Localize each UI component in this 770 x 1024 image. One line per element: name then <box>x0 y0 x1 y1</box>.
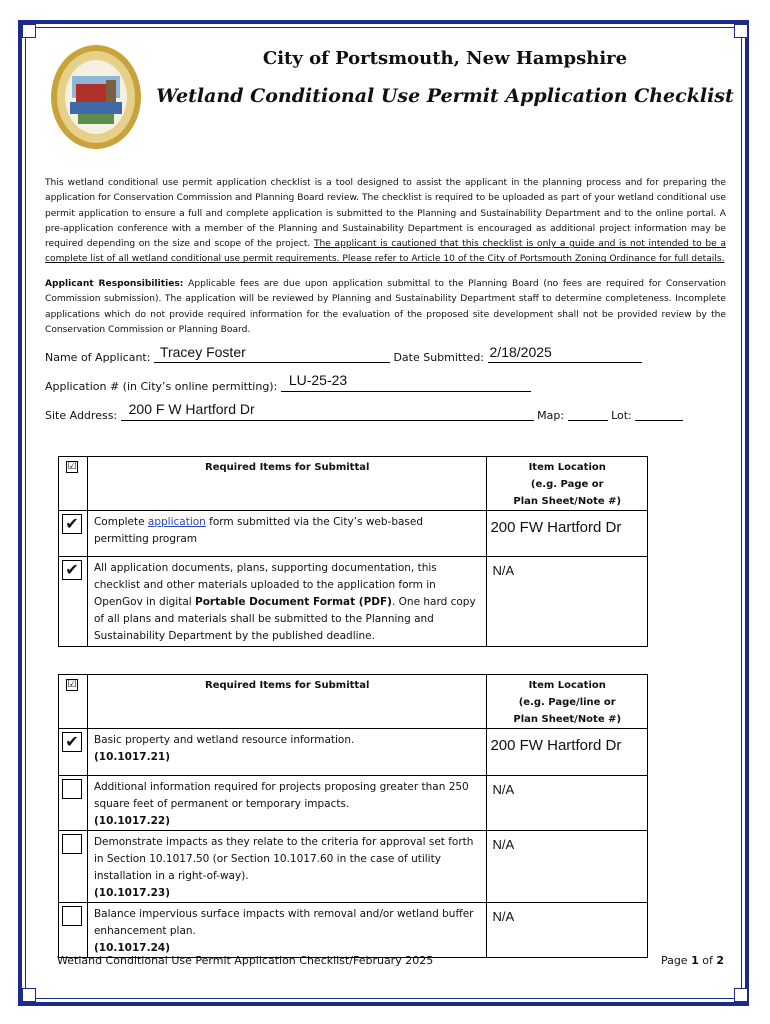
item-reference: (10.1017.23) <box>93 887 170 899</box>
item-text-part: All application documents, plans, supporting documentation, this checklist and other materials uploaded to the application form in OpenGov in digital <box>93 562 437 608</box>
item-text <box>87 776 486 831</box>
checkbox-cell <box>59 511 88 557</box>
checkbox-cell <box>59 903 88 958</box>
checkbox-cell <box>59 831 88 903</box>
page-current: 1 <box>691 954 699 967</box>
item-text <box>87 729 486 776</box>
header-location-line: (e.g. Page/line or <box>518 697 616 708</box>
table-row <box>59 903 648 958</box>
site-row <box>45 401 683 422</box>
header-items: Required Items for Submittal <box>87 675 486 729</box>
responsibilities-text: Applicable fees are due upon application submittal to the Planning Board (no fees are required for Conservation Commission submission). The application will be reviewed by Planning and Sustainability Department staff to determine completeness. Incomplete applications which do not provide required information for the evaluation of the proposed site development shall not be provided review by the Conservation Commission or Planning Board. <box>45 279 726 335</box>
page-title: City of Portsmouth, New Hampshire <box>262 48 628 69</box>
app-num-label: Application # (in City’s online permitting): <box>45 380 278 393</box>
applicant-value: Tracey Foster <box>159 344 246 360</box>
checkbox[interactable]: ✔ <box>62 560 82 580</box>
applicant-label: Name of Applicant: <box>45 351 151 364</box>
page-number <box>661 954 724 967</box>
lot-field[interactable] <box>635 406 683 421</box>
corner-ornament <box>734 24 748 38</box>
item-text <box>87 557 487 647</box>
applicant-row <box>45 346 642 364</box>
app-num-row <box>45 372 531 393</box>
checkbox[interactable] <box>62 834 82 854</box>
table-row <box>59 557 648 647</box>
site-field[interactable] <box>121 401 534 421</box>
item-description: Demonstrate impacts as they relate to the criteria for approval set forth in Section 10.1017.50 (or Section 10.1017.60 in the case of utility installation in a right-of-way). <box>93 836 474 882</box>
item-text <box>87 831 486 903</box>
corner-ornament <box>22 24 36 38</box>
checkbox[interactable] <box>62 779 82 799</box>
item-location[interactable]: 200 FW Hartford Dr <box>487 729 648 776</box>
item-reference: (10.1017.21) <box>93 751 170 763</box>
table-row <box>59 776 648 831</box>
header-location <box>487 675 648 729</box>
header-items: Required Items for Submittal <box>87 457 487 511</box>
checkbox-cell <box>59 776 88 831</box>
check-icon: ☑ <box>67 679 77 690</box>
checkbox-cell <box>59 729 88 776</box>
page-prefix: Page <box>660 954 692 967</box>
item-description: Additional information required for projects proposing greater than 250 square feet of permanent or temporary impacts. <box>93 781 469 810</box>
check-icon: ☑ <box>67 461 77 472</box>
header-location-line: Plan Sheet/Note #) <box>513 496 622 507</box>
checkbox-cell <box>59 557 88 647</box>
header-check-cell <box>59 675 88 729</box>
table-row <box>59 511 648 557</box>
applicant-field[interactable] <box>154 344 390 363</box>
table-header-row <box>59 675 648 729</box>
site-label: Site Address: <box>45 409 118 422</box>
table-row <box>59 831 648 903</box>
city-seal-icon <box>50 44 142 150</box>
item-location[interactable]: N/A <box>487 831 648 903</box>
date-field[interactable] <box>488 344 642 363</box>
header-location-line: Item Location <box>528 462 606 473</box>
corner-ornament <box>22 988 36 1002</box>
application-link[interactable]: application <box>147 516 206 528</box>
table-header-row <box>59 457 648 511</box>
header-location <box>487 457 648 511</box>
item-description: Balance impervious surface impacts with removal and/or wetland buffer enhancement plan. <box>93 908 474 937</box>
item-location[interactable]: N/A <box>487 557 648 647</box>
footer-doc-title: Wetland Conditional Use Permit Application Checklist/February 2025 <box>57 954 434 967</box>
item-text-part: Complete <box>93 516 148 528</box>
responsibilities-paragraph <box>45 277 726 338</box>
checkbox[interactable]: ✔ <box>62 732 82 752</box>
page-subtitle: Wetland Conditional Use Permit Application Checklist <box>156 85 734 107</box>
map-label: Map: <box>537 409 565 422</box>
map-field[interactable] <box>568 406 608 421</box>
item-location[interactable]: 200 FW Hartford Dr <box>487 511 648 557</box>
site-value: 200 F W Hartford Dr <box>128 401 255 417</box>
header-location-line: Plan Sheet/Note #) <box>513 714 622 725</box>
item-reference: (10.1017.22) <box>93 815 170 827</box>
checkbox[interactable]: ✔ <box>62 514 82 534</box>
item-description: Basic property and wetland resource information. <box>93 734 355 746</box>
app-num-value: LU-25-23 <box>288 372 348 388</box>
corner-ornament <box>734 988 748 1002</box>
header-check-cell <box>59 457 88 511</box>
checklist-table-2 <box>58 674 648 958</box>
responsibilities-label: Applicant Responsibilities: <box>45 279 184 289</box>
page-of: of <box>698 954 717 967</box>
date-label: Date Submitted: <box>393 351 485 364</box>
item-reference: (10.1017.24) <box>93 942 170 954</box>
item-text-part: . One hard copy of all plans and materials shall be submitted to the Planning and Sustainability Department by the published deadline. <box>93 596 476 642</box>
item-text <box>87 903 486 958</box>
item-text-part: form submitted via the City’s web-based permitting program <box>93 516 424 545</box>
item-text-bold: Portable Document Format (PDF) <box>195 596 392 608</box>
checklist-table-1 <box>58 456 648 647</box>
intro-text: This wetland conditional use permit application checklist is a tool designed to assist the applicant in the planning process and for preparing the application for Conservation Commission and Planning Board review. The checklist is required to be uploaded as part of your wetland conditional use permit application to ensure a full and complete application is submitted to the Planning and Sustainability Department and to the online portal. A pre-application conference with a member of the Planning and Sustainability Department is encouraged as additional project information may be required depending on the size and scope of the project. <box>45 178 726 250</box>
date-value: 2/18/2025 <box>489 344 552 360</box>
header-location-line: Item Location <box>528 680 606 691</box>
intro-paragraph <box>45 176 726 268</box>
item-text <box>87 511 487 557</box>
intro-caution: The applicant is cautioned that this checklist is only a guide and is not intended to be a complete list of all wetland conditional use permit requirements. Please refer to Article 10 of the City of Portsmouth Zoning Ordinance for full details. <box>45 239 726 265</box>
table-row <box>59 729 648 776</box>
item-location[interactable]: N/A <box>487 776 648 831</box>
checkbox[interactable] <box>62 906 82 926</box>
app-num-field[interactable] <box>281 372 531 392</box>
page-total: 2 <box>716 954 724 967</box>
lot-label: Lot: <box>611 409 632 422</box>
item-location[interactable]: N/A <box>487 903 648 958</box>
header-location-line: (e.g. Page or <box>530 479 604 490</box>
